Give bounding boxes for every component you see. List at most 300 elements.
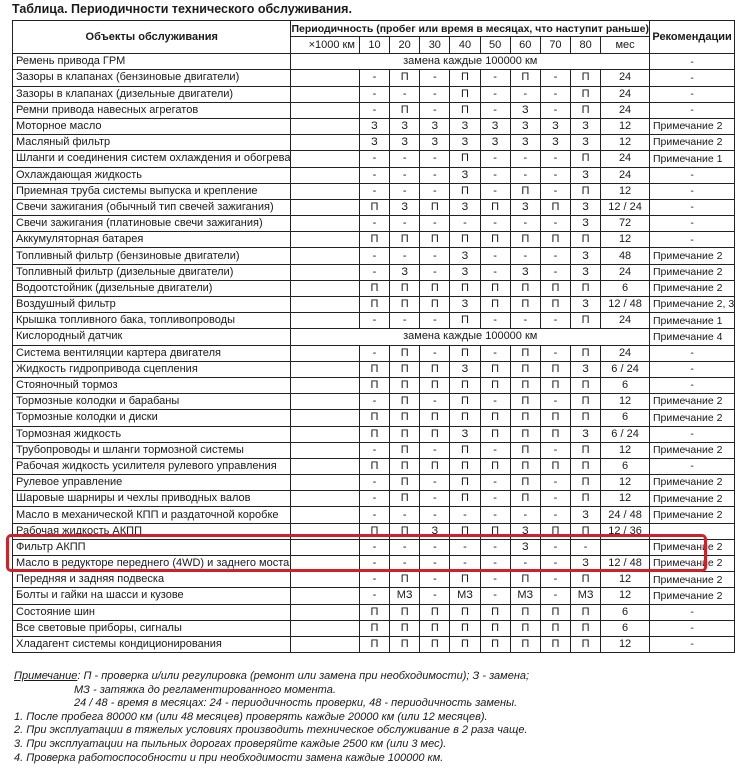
header-interval: 70 — [540, 37, 570, 54]
months-cell: 12 — [601, 491, 650, 507]
interval-cell: З — [510, 199, 540, 215]
interval-cell: П — [390, 636, 420, 652]
unit-cell — [291, 70, 359, 86]
recommendation-cell: - — [649, 361, 734, 377]
interval-cell: П — [450, 345, 480, 361]
months-cell: 12 / 24 — [601, 199, 650, 215]
recommendation-cell: Примечание 2 — [649, 118, 734, 134]
interval-cell: - — [540, 216, 570, 232]
unit-cell — [291, 280, 359, 296]
interval-cell: П — [450, 604, 480, 620]
interval-cell: - — [420, 491, 450, 507]
interval-cell: П — [450, 86, 480, 102]
unit-cell — [291, 135, 359, 151]
interval-cell: П — [540, 297, 570, 313]
interval-cell: - — [540, 248, 570, 264]
interval-cell: П — [540, 523, 570, 539]
interval-cell: П — [480, 232, 510, 248]
recommendation-cell: Примечание 2 — [649, 394, 734, 410]
recommendation-cell: Примечание 2 — [649, 507, 734, 523]
months-cell: 12 — [601, 475, 650, 491]
interval-cell: П — [480, 377, 510, 393]
months-cell: 6 — [601, 604, 650, 620]
interval-cell: П — [359, 604, 389, 620]
interval-cell: - — [420, 248, 450, 264]
interval-cell: - — [510, 556, 540, 572]
service-item-name: Моторное масло — [13, 118, 291, 134]
table-row — [13, 410, 735, 426]
interval-cell: П — [359, 410, 389, 426]
interval-cell: - — [510, 507, 540, 523]
interval-cell: П — [571, 636, 601, 652]
service-item-name: Шаровые шарниры и чехлы приводных валов — [13, 491, 291, 507]
interval-cell: П — [390, 394, 420, 410]
unit-cell — [291, 426, 359, 442]
interval-cell: - — [390, 313, 420, 329]
months-cell: 24 — [601, 264, 650, 280]
interval-cell: - — [359, 264, 389, 280]
service-item-name: Водоотстойник (дизельные двигатели) — [13, 280, 291, 296]
interval-cell: - — [510, 86, 540, 102]
interval-cell: - — [571, 539, 601, 555]
interval-cell: П — [420, 410, 450, 426]
unit-cell — [291, 442, 359, 458]
interval-cell: - — [480, 491, 510, 507]
interval-cell: - — [540, 313, 570, 329]
interval-cell: - — [420, 313, 450, 329]
recommendation-cell: - — [649, 183, 734, 199]
table-row — [13, 523, 735, 539]
interval-cell: З — [420, 523, 450, 539]
recommendation-cell: - — [649, 70, 734, 86]
interval-cell: П — [540, 604, 570, 620]
unit-cell — [291, 167, 359, 183]
interval-cell: П — [390, 620, 420, 636]
interval-cell: - — [359, 475, 389, 491]
interval-cell: - — [390, 507, 420, 523]
interval-cell: П — [450, 280, 480, 296]
recommendation-cell: - — [649, 458, 734, 474]
interval-cell: - — [480, 539, 510, 555]
table-row — [13, 70, 735, 86]
interval-cell: - — [359, 248, 389, 264]
unit-cell — [291, 264, 359, 280]
interval-cell: З — [420, 135, 450, 151]
interval-cell: П — [480, 410, 510, 426]
notes-line3: 24 / 48 - время в месяцах: 24 - периодичность проверки, 48 - периодичность замены. — [74, 697, 518, 710]
header-unit: ×1000 км — [291, 37, 359, 54]
interval-band: замена каждые 100000 км — [291, 54, 649, 70]
interval-cell: З — [571, 361, 601, 377]
interval-cell: - — [540, 264, 570, 280]
interval-cell: - — [540, 183, 570, 199]
interval-cell: - — [510, 216, 540, 232]
interval-cell: - — [510, 313, 540, 329]
header-periodicity: Периодичность (пробег или время в месяцах, что наступит раньше) — [291, 21, 649, 37]
interval-cell: П — [359, 297, 389, 313]
months-cell: 6 — [601, 410, 650, 426]
months-cell: 6 — [601, 280, 650, 296]
interval-cell: П — [359, 377, 389, 393]
interval-cell: З — [571, 426, 601, 442]
interval-cell: - — [420, 442, 450, 458]
interval-cell: П — [390, 604, 420, 620]
interval-cell: - — [390, 167, 420, 183]
interval-cell: П — [480, 523, 510, 539]
interval-cell: - — [390, 248, 420, 264]
interval-cell: - — [480, 102, 510, 118]
table-row — [13, 394, 735, 410]
interval-cell: П — [571, 442, 601, 458]
months-cell: 12 — [601, 572, 650, 588]
unit-cell — [291, 232, 359, 248]
interval-cell: З — [420, 118, 450, 134]
service-item-name: Топливный фильтр (дизельные двигатели) — [13, 264, 291, 280]
interval-cell: - — [359, 183, 389, 199]
recommendation-cell: Примечание 2 — [649, 442, 734, 458]
interval-cell: П — [571, 86, 601, 102]
interval-cell: - — [540, 345, 570, 361]
months-cell: 12 — [601, 442, 650, 458]
interval-cell: П — [571, 345, 601, 361]
interval-cell: П — [571, 377, 601, 393]
interval-cell: - — [480, 345, 510, 361]
interval-cell: П — [450, 70, 480, 86]
service-item-name: Система вентиляции картера двигателя — [13, 345, 291, 361]
interval-cell: - — [450, 507, 480, 523]
interval-cell: - — [359, 313, 389, 329]
interval-cell: П — [359, 458, 389, 474]
recommendation-cell: Примечание 2, 3 — [649, 297, 734, 313]
interval-cell: П — [420, 620, 450, 636]
interval-cell: П — [540, 280, 570, 296]
recommendation-cell: - — [649, 426, 734, 442]
interval-cell: - — [420, 588, 450, 604]
table-row — [13, 620, 735, 636]
notes-label: Примечание — [14, 670, 78, 682]
recommendation-cell — [649, 523, 734, 539]
recommendation-cell: - — [649, 167, 734, 183]
unit-cell — [291, 377, 359, 393]
interval-cell: З — [510, 135, 540, 151]
interval-cell: П — [480, 280, 510, 296]
interval-cell: З — [571, 118, 601, 134]
interval-cell: - — [359, 86, 389, 102]
table-row — [13, 507, 735, 523]
recommendation-cell: Примечание 2 — [649, 556, 734, 572]
interval-cell: П — [390, 410, 420, 426]
interval-cell: П — [540, 620, 570, 636]
interval-cell: З — [390, 264, 420, 280]
interval-cell: - — [420, 539, 450, 555]
service-item-name: Рулевое управление — [13, 475, 291, 491]
table-row — [13, 475, 735, 491]
header-interval: 20 — [390, 37, 420, 54]
interval-cell: - — [540, 475, 570, 491]
interval-cell: - — [359, 167, 389, 183]
interval-cell: П — [450, 410, 480, 426]
interval-cell: - — [390, 556, 420, 572]
header-interval: 30 — [420, 37, 450, 54]
interval-cell: З — [571, 248, 601, 264]
recommendation-cell: - — [649, 604, 734, 620]
service-item-name: Охлаждающая жидкость — [13, 167, 291, 183]
months-cell: 12 — [601, 118, 650, 134]
interval-cell: З — [571, 216, 601, 232]
table-row — [13, 151, 735, 167]
unit-cell — [291, 572, 359, 588]
unit-cell — [291, 102, 359, 118]
unit-cell — [291, 297, 359, 313]
months-cell: 24 — [601, 313, 650, 329]
interval-cell: З — [450, 264, 480, 280]
recommendation-cell: Примечание 2 — [649, 491, 734, 507]
interval-cell: П — [510, 377, 540, 393]
interval-cell: МЗ — [450, 588, 480, 604]
interval-cell: П — [540, 377, 570, 393]
recommendation-cell: Примечание 2 — [649, 475, 734, 491]
interval-cell: П — [390, 361, 420, 377]
interval-cell: П — [390, 280, 420, 296]
interval-cell: П — [510, 426, 540, 442]
interval-cell: П — [420, 199, 450, 215]
recommendation-cell: Примечание 2 — [649, 264, 734, 280]
table-row — [13, 588, 735, 604]
header-interval: мес — [601, 37, 650, 54]
interval-cell: З — [571, 167, 601, 183]
interval-cell: З — [571, 556, 601, 572]
interval-cell: П — [450, 523, 480, 539]
interval-cell: П — [450, 102, 480, 118]
table-row — [13, 135, 735, 151]
recommendation-cell: - — [649, 54, 734, 70]
note-2: 2. При эксплуатации в тяжелых условиях производить техническое обслуживание в 2 раза чаще. — [14, 724, 528, 737]
recommendation-cell: - — [649, 620, 734, 636]
table-row — [13, 183, 735, 199]
interval-cell: П — [359, 620, 389, 636]
interval-cell: П — [571, 410, 601, 426]
interval-cell: - — [359, 442, 389, 458]
interval-cell: П — [510, 183, 540, 199]
header-interval: 10 — [359, 37, 389, 54]
interval-cell: - — [420, 572, 450, 588]
interval-cell: П — [480, 199, 510, 215]
recommendation-cell: Примечание 2 — [649, 588, 734, 604]
interval-cell: П — [450, 491, 480, 507]
table-title: Таблица. Периодичности технического обслуживания. — [12, 2, 352, 16]
interval-cell: - — [420, 394, 450, 410]
service-item-name: Хладагент системы кондиционирования — [13, 636, 291, 652]
months-cell: 12 / 48 — [601, 556, 650, 572]
unit-cell — [291, 118, 359, 134]
months-cell: 6 — [601, 458, 650, 474]
header-interval: 40 — [450, 37, 480, 54]
interval-cell: П — [390, 426, 420, 442]
interval-cell: П — [390, 458, 420, 474]
interval-cell: - — [540, 86, 570, 102]
interval-cell: П — [540, 199, 570, 215]
interval-cell: - — [420, 183, 450, 199]
interval-cell: П — [420, 458, 450, 474]
unit-cell — [291, 491, 359, 507]
interval-cell: - — [450, 216, 480, 232]
interval-cell: П — [510, 394, 540, 410]
interval-cell: П — [390, 70, 420, 86]
months-cell: 48 — [601, 248, 650, 264]
interval-cell: П — [450, 377, 480, 393]
months-cell: 24 — [601, 167, 650, 183]
interval-cell: П — [359, 199, 389, 215]
recommendation-cell: Примечание 4 — [649, 329, 734, 345]
unit-cell — [291, 345, 359, 361]
service-item-name: Зазоры в клапанах (бензиновые двигатели) — [13, 70, 291, 86]
unit-cell — [291, 507, 359, 523]
table-row — [13, 377, 735, 393]
recommendation-cell: Примечание 2 — [649, 248, 734, 264]
table-row — [13, 167, 735, 183]
interval-cell: П — [571, 620, 601, 636]
interval-cell: - — [540, 588, 570, 604]
interval-cell: П — [420, 604, 450, 620]
interval-cell: З — [571, 507, 601, 523]
interval-cell: З — [359, 135, 389, 151]
interval-cell: П — [480, 636, 510, 652]
interval-cell: З — [390, 199, 420, 215]
months-cell: 6 — [601, 377, 650, 393]
service-item-name: Аккумуляторная батарея — [13, 232, 291, 248]
unit-cell — [291, 556, 359, 572]
interval-cell: З — [450, 167, 480, 183]
table-row — [13, 345, 735, 361]
interval-cell: З — [450, 135, 480, 151]
interval-cell: - — [540, 151, 570, 167]
interval-cell: З — [510, 118, 540, 134]
table-row — [13, 199, 735, 215]
table-row — [13, 264, 735, 280]
interval-cell: - — [359, 588, 389, 604]
interval-cell: П — [571, 572, 601, 588]
table-row — [13, 426, 735, 442]
interval-cell: - — [540, 556, 570, 572]
interval-cell: П — [420, 636, 450, 652]
interval-cell: П — [450, 313, 480, 329]
months-cell: 12 — [601, 232, 650, 248]
interval-cell: - — [420, 507, 450, 523]
table-row — [13, 636, 735, 652]
interval-cell: - — [540, 167, 570, 183]
interval-cell: П — [540, 232, 570, 248]
interval-cell: П — [510, 636, 540, 652]
interval-cell: - — [359, 491, 389, 507]
interval-cell: П — [390, 297, 420, 313]
service-item-name: Масло в редукторе переднего (4WD) и заднего моста — [13, 556, 291, 572]
table-row — [13, 232, 735, 248]
table-row — [13, 329, 735, 345]
interval-cell: П — [571, 394, 601, 410]
service-item-name: Все световые приборы, сигналы — [13, 620, 291, 636]
interval-cell: П — [571, 491, 601, 507]
interval-cell: - — [480, 151, 510, 167]
interval-cell: - — [420, 86, 450, 102]
interval-cell: З — [510, 102, 540, 118]
interval-cell: П — [420, 361, 450, 377]
interval-cell: - — [359, 394, 389, 410]
recommendation-cell: - — [649, 377, 734, 393]
interval-cell: - — [480, 70, 510, 86]
recommendation-cell: - — [649, 232, 734, 248]
interval-cell: - — [390, 86, 420, 102]
interval-cell: П — [390, 345, 420, 361]
note-1: 1. После пробега 80000 км (или 48 месяцев) проверять каждые 20000 км (или 12 месяцев). — [14, 710, 488, 723]
interval-cell: - — [420, 70, 450, 86]
interval-cell: - — [480, 442, 510, 458]
interval-cell: З — [571, 264, 601, 280]
interval-cell: МЗ — [571, 588, 601, 604]
interval-cell: П — [420, 377, 450, 393]
unit-cell — [291, 394, 359, 410]
interval-cell: П — [420, 232, 450, 248]
interval-cell: - — [420, 475, 450, 491]
unit-cell — [291, 410, 359, 426]
interval-cell: П — [450, 232, 480, 248]
service-item-name: Ремни привода навесных агрегатов — [13, 102, 291, 118]
interval-cell: - — [390, 216, 420, 232]
months-cell: 72 — [601, 216, 650, 232]
interval-cell: П — [510, 604, 540, 620]
interval-cell: П — [450, 475, 480, 491]
interval-cell: - — [480, 556, 510, 572]
interval-cell: - — [359, 70, 389, 86]
service-item-name: Фильтр АКПП — [13, 539, 291, 555]
interval-cell: П — [450, 636, 480, 652]
interval-cell: - — [359, 556, 389, 572]
months-cell: 24 — [601, 345, 650, 361]
interval-cell: П — [510, 458, 540, 474]
service-item-name: Шланги и соединения систем охлаждения и обогрева — [13, 151, 291, 167]
interval-cell: З — [540, 135, 570, 151]
interval-cell: П — [359, 636, 389, 652]
interval-cell: П — [450, 458, 480, 474]
recommendation-cell: - — [649, 636, 734, 652]
unit-cell — [291, 636, 359, 652]
interval-cell: - — [510, 167, 540, 183]
unit-cell — [291, 458, 359, 474]
service-item-name: Тормозная жидкость — [13, 426, 291, 442]
unit-cell — [291, 361, 359, 377]
interval-cell: - — [359, 102, 389, 118]
interval-cell: - — [450, 539, 480, 555]
interval-cell: - — [359, 539, 389, 555]
interval-cell: П — [540, 458, 570, 474]
interval-cell: П — [480, 458, 510, 474]
unit-cell — [291, 539, 359, 555]
interval-cell: П — [390, 442, 420, 458]
interval-cell: П — [510, 297, 540, 313]
service-item-name: Тормозные колодки и барабаны — [13, 394, 291, 410]
table-row — [13, 248, 735, 264]
interval-cell: П — [420, 297, 450, 313]
interval-cell: З — [450, 426, 480, 442]
unit-cell — [291, 620, 359, 636]
interval-cell: - — [480, 507, 510, 523]
service-item-name: Воздушный фильтр — [13, 297, 291, 313]
interval-cell: П — [510, 442, 540, 458]
interval-cell: - — [540, 539, 570, 555]
interval-cell: - — [480, 216, 510, 232]
months-cell: 12 — [601, 135, 650, 151]
interval-cell: П — [450, 183, 480, 199]
interval-cell: З — [510, 523, 540, 539]
